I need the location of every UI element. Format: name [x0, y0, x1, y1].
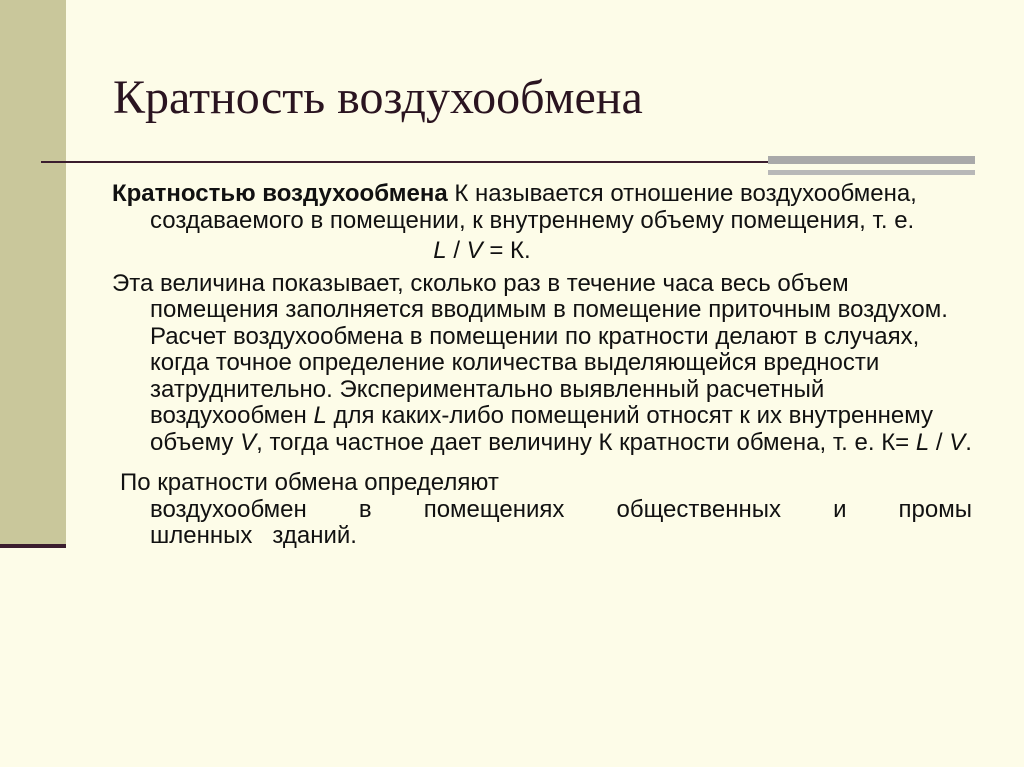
formula-sep: /: [446, 237, 467, 264]
slide-body: [112, 181, 972, 550]
definition-text: К называется отношение воздухообмена, создаваемого в помещении, к внутреннему объему помещения, т. е.: [150, 180, 917, 234]
usage-line-3: шленных зданий.: [150, 522, 357, 549]
explanation-V: V: [240, 428, 257, 456]
usage-paragraph: [112, 470, 972, 550]
explanation-text-a: Эта величина показывает, сколько раз в течение часа весь объем помещения заполняется вводимым в помещение приточным воздухом. Расчет воздухообмена в помещении по кратности делают в случаях, когда точное определение количества выделяющейся вредности затруднительно. Экспериментально выявленный расчетный воздухообмен: [112, 269, 948, 429]
explanation-end: .: [965, 428, 972, 456]
sidebar-decoration: [0, 0, 66, 546]
explanation-paragraph: [112, 271, 972, 457]
explanation-text-c: , тогда частное дает величину К кратности обмена, т. е. К=: [256, 428, 916, 456]
explanation-L2: L: [915, 428, 930, 456]
title-accent-line: [768, 170, 975, 175]
slide-title: Кратность воздухообмена: [113, 71, 643, 124]
formula-V: V: [466, 237, 483, 264]
definition-paragraph: [112, 181, 972, 234]
formula-rest: = К.: [482, 237, 531, 264]
usage-line-2: воздухообмен в помещениях общественных и промы: [150, 495, 972, 523]
explanation-sep: /: [929, 428, 950, 456]
explanation-L: L: [313, 402, 327, 429]
usage-line-1: По кратности обмена определяют: [120, 469, 499, 496]
title-rule: [41, 161, 771, 163]
sidebar-underline: [0, 544, 66, 548]
explanation-V2: V: [949, 428, 966, 456]
formula-L: L: [433, 237, 447, 264]
explanation-text-b: для каких-либо помещений относят к их внутреннему объему: [150, 402, 933, 456]
title-accent-bar: [768, 156, 975, 164]
definition-term: Кратностью воздухообмена: [112, 180, 448, 207]
formula: [112, 238, 972, 265]
